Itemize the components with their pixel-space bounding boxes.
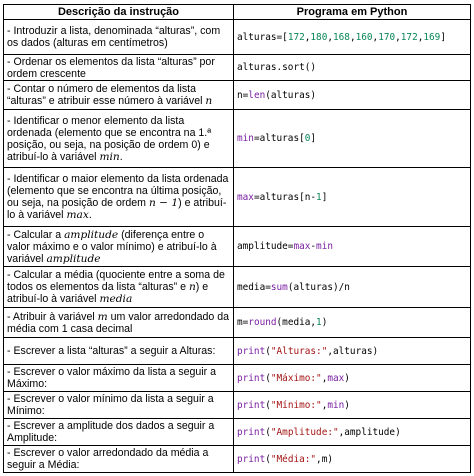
code-cell (234, 446, 471, 473)
code-cell (234, 338, 471, 365)
table-row (4, 338, 471, 365)
code-token: print (237, 399, 266, 411)
code-token: n= (237, 89, 249, 101)
code-token: min (316, 241, 333, 252)
code-token: ] (310, 133, 317, 144)
code-token: 170 (378, 31, 396, 43)
code-token: min (237, 133, 254, 144)
code-token: min (327, 399, 345, 411)
code-token: ( (265, 453, 271, 465)
code-token: ] (440, 31, 446, 43)
code-token: max (237, 191, 254, 203)
description-cell: - Introduzir a lista, denominada “alturas”, com os dados (alturas em centímetros) (4, 20, 234, 55)
code-token: print (237, 372, 266, 384)
code-cell (234, 308, 471, 338)
math-variable: max (66, 209, 89, 221)
code-cell (234, 392, 471, 419)
code-cell (234, 110, 471, 168)
code-cell (234, 81, 471, 110)
description-cell: - Ordenar os elementos da lista “alturas” por ordem crescente (4, 55, 234, 81)
code-token: , (417, 31, 424, 43)
code-token: , (304, 31, 311, 43)
table-row (4, 168, 471, 227)
description-cell: - Atribuir à variável m um valor arredondado da média com 1 casa decimal (4, 308, 234, 338)
code-token: len (248, 89, 266, 101)
code-token: , (321, 372, 328, 384)
code-cell (234, 365, 471, 392)
code-token: 172 (400, 31, 418, 43)
description-cell: - Contar o número de elementos da lista “alturas” e atribuir esse número à variável n (4, 81, 234, 110)
code-token: "Média:" (270, 453, 317, 465)
code-token: alturas.sort() (237, 62, 317, 73)
code-token: "Máximo:" (270, 372, 322, 384)
code-token: ( (265, 345, 271, 357)
code-cell (234, 267, 471, 308)
code-token: print (237, 345, 266, 357)
description-cell: - Escrever a lista “alturas” a seguir a Alturas: (4, 338, 234, 365)
table-row (4, 20, 471, 55)
code-token: amplitude= (237, 241, 294, 252)
code-cell (234, 419, 471, 446)
code-token: alturas=[ (237, 31, 288, 43)
code-token: media= (237, 281, 271, 293)
code-token: ) (321, 317, 328, 328)
header-description: Descrição da instrução (4, 5, 234, 20)
table-row (4, 81, 471, 110)
code-token: ,m) (316, 453, 333, 465)
header-python-program: Programa em Python (234, 5, 471, 20)
math-variable: m (97, 310, 108, 323)
code-token: "Alturas:" (270, 345, 328, 357)
code-token: (alturas) (265, 89, 317, 101)
code-cell (234, 20, 471, 55)
code-token: ) (344, 372, 350, 384)
code-token: m= (237, 317, 249, 328)
code-token: "Mínimo:" (270, 399, 322, 411)
code-token: , (321, 399, 328, 411)
code-cell (234, 227, 471, 267)
code-token: print (237, 453, 266, 465)
code-token: print (237, 426, 266, 438)
code-token: 168 (333, 31, 350, 43)
code-cell (234, 55, 471, 81)
code-token: , (372, 31, 379, 43)
description-cell: - Identificar o maior elemento da lista ordenada (elemento que se encontra na última posição, ou seja, na posição de ordem n − 1) e atribuí-lo à variável max. (4, 168, 234, 227)
math-variable: min (99, 150, 120, 163)
code-token: , (349, 31, 356, 43)
code-token: round (248, 317, 277, 328)
code-token: 1 (316, 191, 322, 203)
table-header-row (4, 5, 471, 20)
code-token: ( (265, 426, 271, 438)
code-token: , (395, 31, 401, 43)
code-token: 180 (310, 31, 328, 43)
math-variable: amplitude (64, 228, 119, 241)
code-cell (234, 168, 471, 227)
code-token: sum (270, 281, 288, 293)
code-token: 0 (304, 133, 311, 144)
table-row (4, 227, 471, 267)
instruction-table-container (3, 4, 471, 473)
code-token: ,alturas) (327, 345, 379, 357)
math-variable: amplitude (46, 252, 101, 265)
code-token: - (310, 241, 317, 252)
code-token: =alturas[n- (253, 191, 317, 203)
code-token: 160 (355, 31, 373, 43)
code-token: ] (321, 191, 328, 203)
table-row (4, 308, 471, 338)
math-variable: n − 1 (148, 197, 179, 209)
code-token: ) (344, 399, 350, 411)
code-token: , (327, 31, 333, 43)
description-cell: - Escrever a amplitude dos dados a seguir a Amplitude: (4, 419, 234, 446)
code-token: ( (265, 399, 271, 411)
table-row (4, 365, 471, 392)
table-row (4, 392, 471, 419)
table-row (4, 419, 471, 446)
code-token: ( (265, 372, 271, 384)
math-variable: n (205, 95, 213, 107)
code-token: 1 (316, 317, 322, 328)
code-token: max (327, 372, 345, 384)
code-token: (media, (276, 317, 317, 328)
description-cell: - Escrever o valor mínimo da lista a seguir a Mínimo: (4, 392, 234, 419)
description-cell: - Calcular a média (quociente entre a soma de todos os elementos da lista “alturas” e n) e atribuí-lo à variável media (4, 267, 234, 308)
math-variable: n (188, 281, 196, 293)
description-cell: - Escrever o valor arredondado da média a seguir a Média: (4, 446, 234, 473)
code-token: ,amplitude) (338, 426, 401, 438)
math-variable: media (99, 293, 133, 305)
code-token: max (293, 241, 311, 252)
table-row (4, 446, 471, 473)
description-cell: - Identificar o menor elemento da lista ordenada (elemento que se encontra na 1.ª posição, ou seja, na posição de ordem 0) e atribuí-lo à variável min. (4, 110, 234, 168)
code-token: =alturas[ (253, 133, 305, 144)
code-token: 169 (423, 31, 441, 43)
instruction-table (3, 4, 471, 473)
description-cell: - Escrever o valor máximo da lista a seguir a Máximo: (4, 365, 234, 392)
table-row (4, 55, 471, 81)
table-row (4, 267, 471, 308)
code-token: (alturas)/n (287, 281, 350, 293)
table-row (4, 110, 471, 168)
code-token: 172 (287, 31, 305, 43)
description-cell: - Calcular a amplitude (diferença entre o valor máximo e o valor mínimo) e atribuí-lo à variável amplitude (4, 227, 234, 267)
code-token: "Amplitude:" (270, 426, 339, 438)
